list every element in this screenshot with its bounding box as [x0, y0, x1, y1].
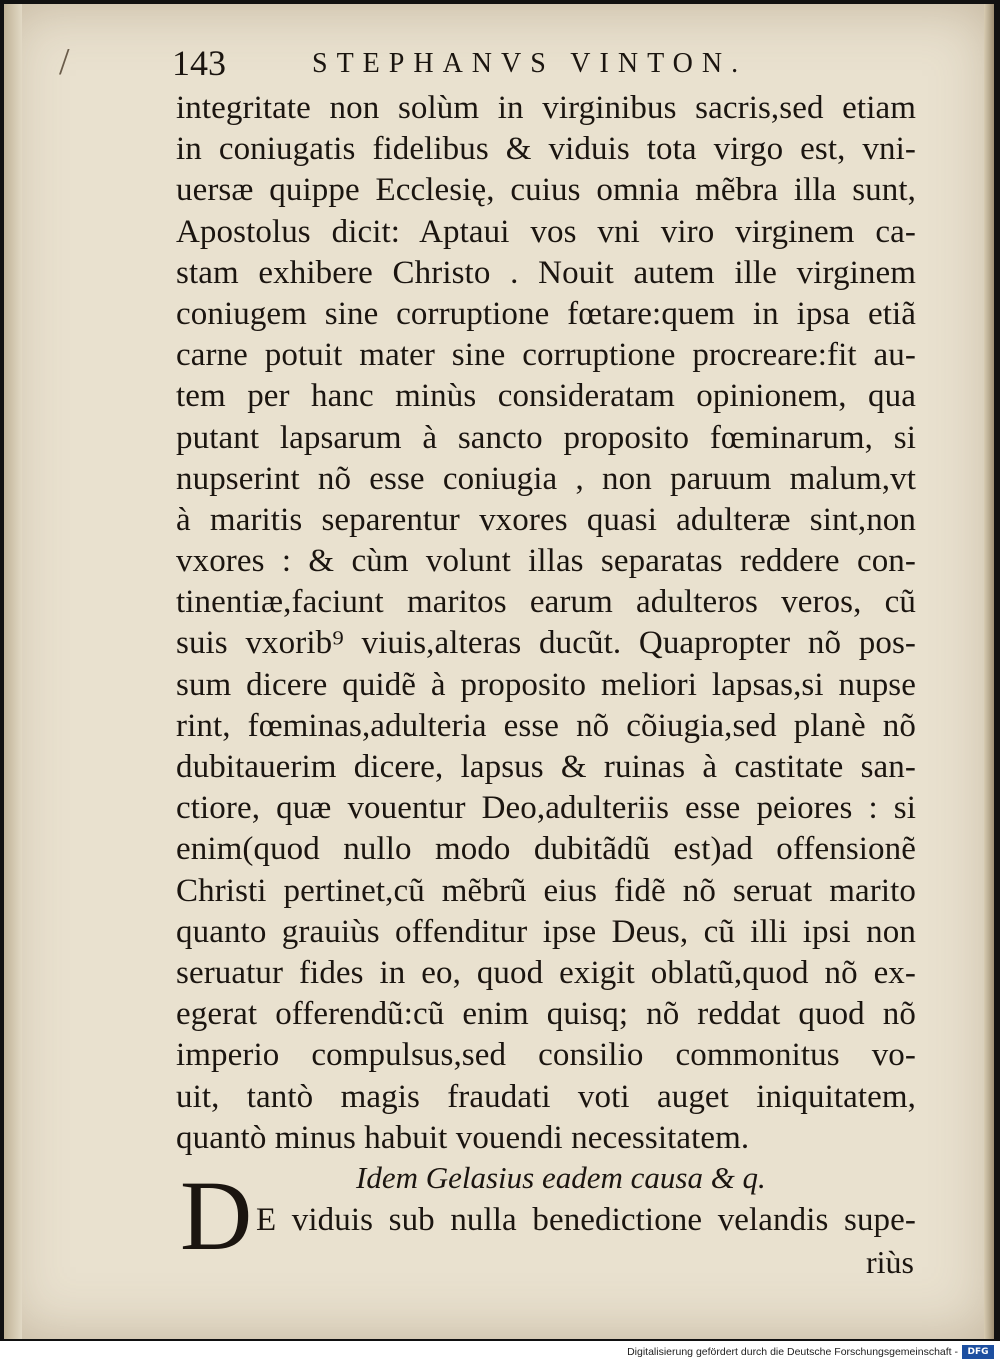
text-line: in coniugatis fidelibus & viduis tota virgo est, vni- — [176, 131, 916, 168]
text-line: vxores : & cùm volunt illas separatas reddere con- — [176, 543, 916, 580]
text-line: imperio compulsus,sed consilio commonitus vo- — [176, 1037, 916, 1074]
text-line: uersæ quippe Ecclesię, cuius omnia mẽbra illa sunt, — [176, 172, 916, 209]
text-line: seruatur fides in eo, quod exigit oblatũ,quod nõ ex- — [176, 954, 916, 991]
text-line: quanto grauiùs offenditur ipse Deus, cũ illi ipsi non — [176, 913, 916, 950]
text-line-last: quantò minus habuit vouendi necessitatem. — [176, 1119, 750, 1156]
text-line: enim(quod nullo modo dubitãdũ est)ad offensionẽ — [176, 831, 916, 868]
text-line: E viduis sub nulla benedictione velandis supe- — [256, 1202, 916, 1238]
text-line: nupserint nõ esse coniugia , non paruum malum,vt — [176, 460, 916, 497]
text-line: tem per hanc minùs consideratam opinionem, qua — [176, 378, 916, 415]
text-line: rint, fœminas,adulteria esse nõ cõiugia,sed planè nõ — [176, 707, 916, 744]
text-line: stam exhibere Christo . Nouit autem ille virginem — [176, 254, 916, 291]
running-title: STEPHANVS VINTON. — [312, 48, 748, 79]
text-line: dubitauerim dicere, lapsus & ruinas à castitate san- — [176, 749, 916, 785]
text-line: uit, tantò magis fraudati voti auget iniquitatem, — [176, 1078, 916, 1115]
footer-bar — [0, 1341, 1000, 1363]
text-line: sum dicere quidẽ à proposito meliori lapsas,si nupse — [176, 666, 916, 703]
section-body — [256, 1200, 916, 1241]
text-line: Apostolus dicit: Aptaui vos vni viro virginem ca- — [176, 213, 916, 250]
body-text — [176, 88, 916, 1159]
text-line: ctiore, quæ vouentur Deo,adulteriis esse peiores : si — [176, 790, 916, 827]
funding-credit: Digitalisierung gefördert durch die Deutsche Forschungsgemeinschaft - — [627, 1346, 958, 1358]
text-line: suis vxorib⁹ viuis,alteras ducũt. Quapropter nõ pos- — [176, 625, 916, 662]
text-line: tinentiæ,faciunt maritos earum adulteros veros, cũ — [176, 584, 916, 621]
catchword: riùs — [866, 1244, 914, 1280]
page-content — [4, 4, 994, 1339]
text-line: carne potuit mater sine corruptione procreare:fit au- — [176, 337, 916, 374]
text-line: integritate non solùm in virginibus sacris,sed etiam — [176, 90, 916, 126]
dfg-logo-icon: DFG — [962, 1345, 994, 1359]
margin-mark: / — [59, 41, 70, 83]
text-line: putant lapsarum à sancto proposito fœminarum, si — [176, 419, 916, 456]
page-number: 143 — [172, 43, 226, 83]
text-line: Christi pertinet,cũ mẽbrũ eius fidẽ nõ seruat marito — [176, 872, 916, 909]
scanned-page — [4, 4, 994, 1339]
text-line: egerat offerendũ:cũ enim quisq; nõ reddat quod nõ — [176, 996, 916, 1033]
drop-cap-initial: D — [180, 1160, 253, 1271]
section-heading: Idem Gelasius eadem causa & q. — [356, 1160, 766, 1195]
text-line: à maritis separentur vxores quasi adulteræ sint,non — [176, 501, 916, 538]
text-line: coniugem sine corruptione fœtare:quem in ipsa etiã — [176, 295, 916, 332]
